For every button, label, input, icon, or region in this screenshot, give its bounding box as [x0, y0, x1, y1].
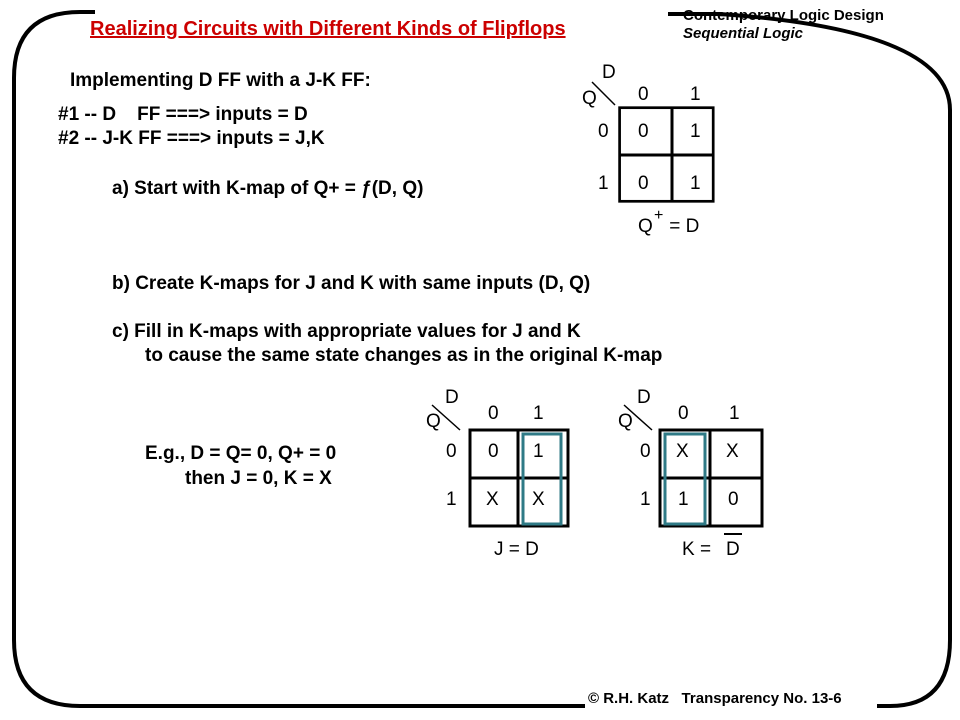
line-jk-ff: #2 -- J-K FF ===> inputs = J,K [58, 128, 325, 149]
example-line2: then J = 0, K = X [185, 468, 332, 489]
kmap-qplus-caption-q: Q [638, 216, 653, 237]
kmap-qplus-caption-plus: + [654, 207, 664, 224]
kmap-j [420, 385, 580, 570]
kmap-k [612, 385, 772, 570]
kmap-k-caption-dbar: D [726, 539, 740, 560]
footer-copyright: © R.H. Katz Transparency No. 13-6 [588, 690, 842, 707]
kmap-j-col-1: 1 [533, 403, 544, 424]
step-c-line2: to cause the same state changes as in the original K-map [145, 345, 663, 366]
kmap-qplus-cell-00: 0 [638, 121, 649, 142]
kmap-qplus-caption-eq: = D [664, 216, 700, 237]
slide-title: Realizing Circuits with Different Kinds of Flipflops [90, 18, 566, 40]
kmap-j-row-var: Q [426, 411, 441, 432]
kmap-j-row-1: 1 [446, 489, 457, 510]
kmap-j-cell-00: 0 [488, 441, 499, 462]
kmap-j-col-0: 0 [488, 403, 499, 424]
kmap-k-caption: K = [682, 539, 717, 560]
kmap-j-cell-01: 1 [533, 441, 544, 462]
kmap-k-cell-01: X [726, 441, 739, 462]
example-line1: E.g., D = Q= 0, Q+ = 0 [145, 443, 337, 464]
kmap-j-cell-10: X [486, 489, 499, 510]
kmap-qplus-row-1: 1 [598, 173, 609, 194]
course-subject: Sequential Logic [683, 25, 804, 42]
kmap-qplus-cell-10: 0 [638, 173, 649, 194]
kmap-k-cell-10: 1 [678, 489, 689, 510]
kmap-k-cell-11: 0 [728, 489, 739, 510]
kmap-qplus-row-0: 0 [598, 121, 609, 142]
kmap-k-col-var: D [637, 387, 651, 408]
kmap-j-caption: J = D [494, 539, 539, 560]
kmap-j-cell-11: X [532, 489, 545, 510]
course-name: Contemporary Logic Design [683, 7, 884, 24]
kmap-qplus-col-var: D [602, 62, 616, 83]
kmap-j-col-var: D [445, 387, 459, 408]
kmap-k-col-0: 0 [678, 403, 689, 424]
course-label [683, 7, 884, 43]
kmap-qplus-cell-01: 1 [690, 121, 701, 142]
kmap-qplus-col-0: 0 [638, 84, 649, 105]
line-d-ff: #1 -- D FF ===> inputs = D [58, 104, 308, 125]
kmap-k-row-1: 1 [640, 489, 651, 510]
kmap-qplus-col-1: 1 [690, 84, 701, 105]
kmap-k-cell-00: X [676, 441, 689, 462]
kmap-k-row-var: Q [618, 411, 633, 432]
kmap-qplus-row-var: Q [582, 88, 597, 109]
step-a: a) Start with K-map of Q+ = ƒ(D, Q) [112, 178, 424, 199]
kmap-k-col-1: 1 [729, 403, 740, 424]
heading: Implementing D FF with a J-K FF: [70, 70, 371, 91]
step-c-line1: c) Fill in K-maps with appropriate values for J and K [112, 321, 581, 342]
step-b: b) Create K-maps for J and K with same inputs (D, Q) [112, 273, 591, 294]
kmap-qplus-cell-11: 1 [690, 173, 701, 194]
kmap-j-row-0: 0 [446, 441, 457, 462]
kmap-qplus [580, 60, 720, 245]
kmap-k-row-0: 0 [640, 441, 651, 462]
